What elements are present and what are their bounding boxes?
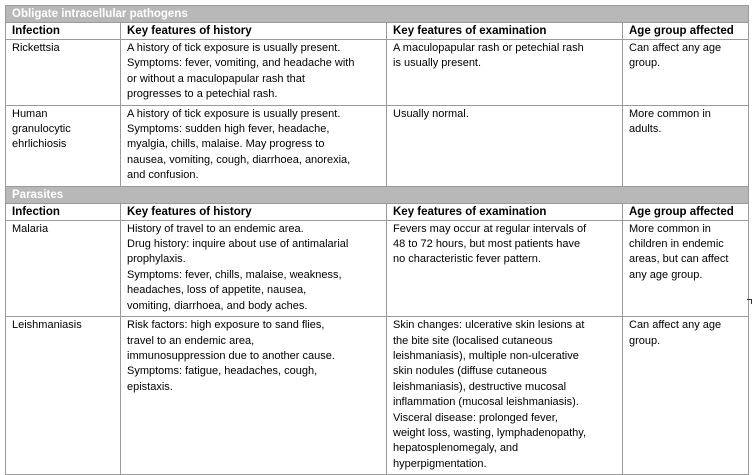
cell-text-line: Symptoms: sudden high fever, headache, — [127, 123, 330, 136]
age-group-cell — [623, 317, 749, 475]
table-body — [6, 6, 749, 475]
infection-table — [5, 5, 749, 475]
cell-text-line: Leishmaniasis — [12, 319, 82, 332]
cell-text-line: hepatosplenomegaly, and — [393, 442, 519, 455]
cell-text-line: nausea, vomiting, cough, diarrhoea, anorexia, — [127, 153, 351, 166]
cell-text-line: weight loss, wasting, lymphadenopathy, — [393, 426, 587, 439]
cell-text-line: Symptoms: fatigue, headaches, cough, — [127, 365, 318, 378]
history-cell — [121, 40, 387, 106]
cell-text-line: skin nodules (diffuse cutaneous — [393, 365, 547, 378]
cell-text-line: Fevers may occur at regular intervals of — [393, 222, 587, 235]
cursor-icon — [747, 299, 752, 304]
cell-text-line: Rickettsia — [12, 42, 60, 54]
cell-text-line: hyperpigmentation. — [393, 457, 487, 470]
cell-text-line: areas, but can affect — [629, 253, 729, 266]
column-header: Infection — [6, 203, 121, 220]
examination-cell — [387, 220, 623, 316]
cell-text-line: prophylaxis. — [127, 253, 186, 266]
cell-text-line: granulocytic — [12, 123, 71, 136]
examination-cell — [387, 105, 623, 186]
column-header-row — [6, 203, 749, 220]
infection-cell — [6, 105, 121, 186]
table-row — [6, 40, 749, 106]
cell-text-line: adults. — [629, 123, 662, 136]
table-row — [6, 105, 749, 186]
cell-text-line: the bite site (localised cutaneous — [393, 334, 553, 347]
cell-text-line: More common in — [629, 222, 711, 235]
history-cell — [121, 220, 387, 316]
cell-text-line: children in endemic — [629, 238, 724, 251]
cell-text-line: Risk factors: high exposure to sand flies, — [127, 319, 325, 332]
column-header: Age group affected — [623, 23, 749, 40]
cell-text-line: 48 to 72 hours, but most patients have — [393, 238, 581, 251]
cell-text-line: Drug history: inquire about use of antimalarial — [127, 238, 349, 251]
cell-text-line: ehrlichiosis — [12, 138, 67, 151]
cell-text-line: progresses to a petechial rash. — [127, 88, 278, 101]
column-header: Key features of examination — [387, 203, 623, 220]
cell-text-line: no characteristic fever pattern. — [393, 253, 541, 266]
infection-cell — [6, 220, 121, 316]
cell-text-line: group. — [629, 57, 661, 70]
cell-text-line: leishmaniasis), multiple non-ulcerative — [393, 349, 579, 362]
cell-text-line: Skin changes: ulcerative skin lesions at — [393, 319, 585, 332]
cell-text-line: Can affect any age — [629, 319, 722, 332]
cell-text-line: group. — [629, 334, 661, 347]
cell-text-line: vomiting, diarrhoea, and body aches. — [127, 299, 308, 312]
age-group-cell — [623, 105, 749, 186]
column-header: Key features of history — [121, 23, 387, 40]
cell-text-line: travel to an endemic area, — [127, 334, 255, 347]
column-header: Key features of examination — [387, 23, 623, 40]
cell-text-line: immunosuppression due to another cause. — [127, 349, 335, 362]
column-header: Infection — [6, 23, 121, 40]
cell-text-line: More common in — [629, 107, 711, 120]
cell-text-line: A maculopapular rash or petechial rash — [393, 42, 584, 54]
infection-cell — [6, 317, 121, 475]
table-row — [6, 317, 749, 475]
cell-text-line: myalgia, chills, malaise. May progress to — [127, 138, 325, 151]
age-group-cell — [623, 40, 749, 106]
cell-text-line: A history of tick exposure is usually present. — [127, 42, 341, 54]
cell-text-line: epistaxis. — [127, 380, 173, 393]
cell-text-line: History of travel to an endemic area. — [127, 222, 304, 235]
column-header-row — [6, 23, 749, 40]
cell-text-line: inflammation (mucosal leishmaniasis). — [393, 396, 579, 409]
cell-text-line: Usually normal. — [393, 107, 469, 120]
cell-text-line: Malaria — [12, 222, 49, 235]
cell-text-line: Symptoms: fever, chills, malaise, weakness, — [127, 268, 342, 281]
cell-text-line: Can affect any age — [629, 42, 722, 54]
age-group-cell — [623, 220, 749, 316]
examination-cell — [387, 317, 623, 475]
cell-text-line: any age group. — [629, 268, 703, 281]
cell-text-line: is usually present. — [393, 57, 482, 70]
cell-text-line: and confusion. — [127, 169, 199, 182]
cell-text-line: or without a maculopapular rash that — [127, 72, 305, 85]
history-cell — [121, 105, 387, 186]
cell-text-line: Symptoms: fever, vomiting, and headache with — [127, 57, 355, 70]
cell-text-line: headaches, loss of appetite, nausea, — [127, 284, 307, 297]
table-row — [6, 220, 749, 316]
section-header-row — [6, 186, 749, 203]
section-title: Obligate intracellular pathogens — [6, 6, 749, 23]
cell-text-line: Human — [12, 107, 48, 120]
examination-cell — [387, 40, 623, 106]
column-header: Age group affected — [623, 203, 749, 220]
cell-text-line: A history of tick exposure is usually present. — [127, 107, 341, 120]
infection-cell — [6, 40, 121, 106]
section-header-row — [6, 6, 749, 23]
history-cell — [121, 317, 387, 475]
cell-text-line: leishmaniasis), destructive mucosal — [393, 380, 567, 393]
cell-text-line: Visceral disease: prolonged fever, — [393, 411, 558, 424]
section-title: Parasites — [6, 186, 749, 203]
column-header: Key features of history — [121, 203, 387, 220]
